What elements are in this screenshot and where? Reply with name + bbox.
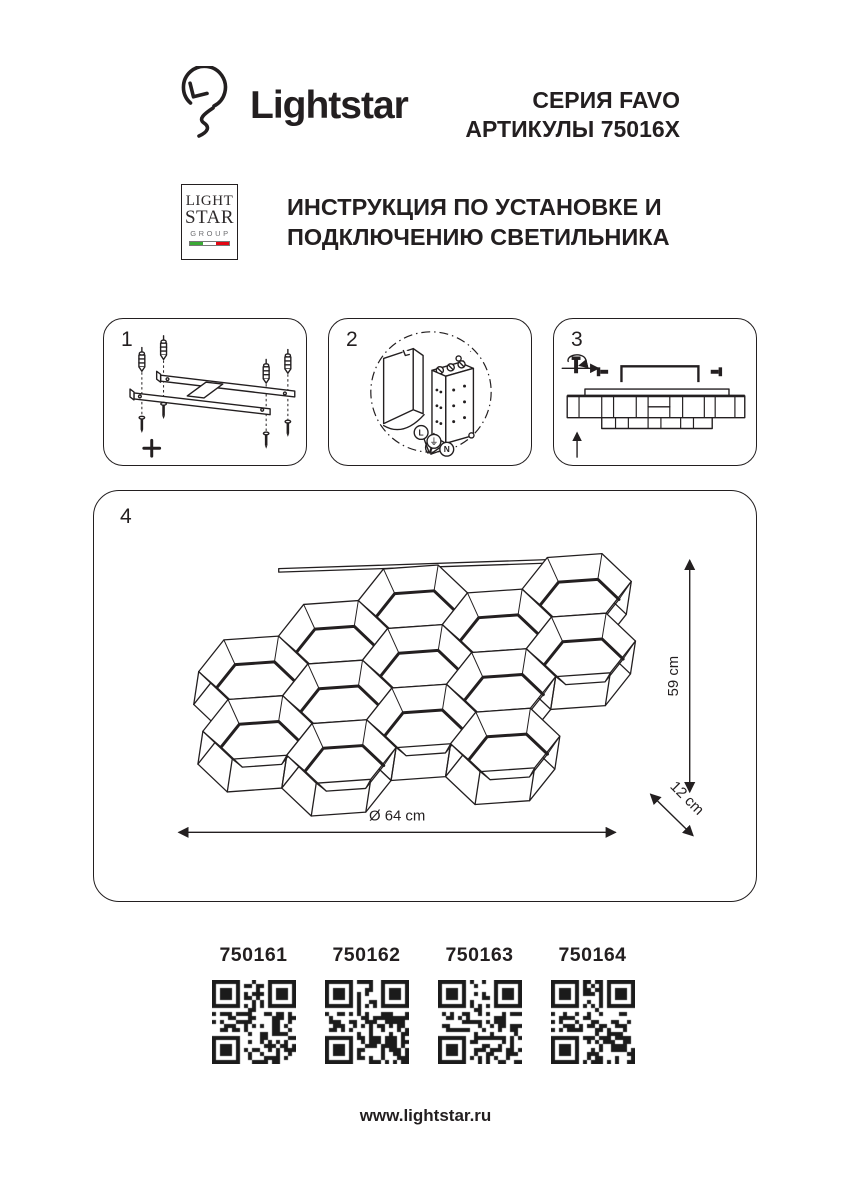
wall-anchor [161,336,167,360]
terminal-block [429,352,474,447]
flag-green [190,242,203,245]
articles-line: АРТИКУЛЫ 75016X [465,116,680,142]
qr-code [212,980,296,1064]
honeycomb-lamp-illustration [194,554,636,816]
product-dimensions-box [93,490,757,902]
step-1-bracket-diagram [104,319,306,465]
step-2-wiring-diagram [329,319,531,465]
lightstar-bulb-icon [176,66,242,146]
bracket-back-bar [161,375,295,397]
flag-red [216,242,229,245]
screwdriver-icon [144,440,160,456]
flag-white [203,242,216,245]
article-item [310,944,423,1064]
turn-screw-icon [562,355,598,373]
mounting-screw [139,416,145,433]
wire-label-earth: ⏚ [429,436,439,447]
article-code: 750163 [445,944,514,966]
group-logo-group: GROUP [190,229,231,238]
group-logo-light: LIGHT [185,193,234,209]
wall-anchor [285,350,291,374]
step-2-number: 2 [346,328,358,351]
article-item [536,944,649,1064]
side-screw-right [711,367,722,376]
step-3-number: 3 [571,328,583,351]
series-line: СЕРИЯ FAVO [532,87,680,113]
article-list [197,944,649,1064]
step-1-box [103,318,307,466]
step-2-box [328,318,532,466]
page-title-line1: ИНСТРУКЦИЯ ПО УСТАНОВКЕ И [287,194,662,220]
brand-row [176,66,408,146]
mounting-screw [263,432,269,449]
wire-label-live: L [418,427,424,438]
article-code: 750161 [219,944,288,966]
italian-flag [189,241,230,246]
mounting-screw [161,402,167,419]
article-code: 750164 [558,944,627,966]
wall-anchor [139,348,145,372]
step-3-box [553,318,757,466]
page-title-line2: ПОДКЛЮЧЕНИЮ СВЕТИЛЬНИКА [287,224,670,250]
wall-anchor [263,359,269,383]
depth-dimension-label: 12 cm [666,777,708,819]
step-3-fixing-diagram [554,319,756,465]
honeycomb-lamp-diagram [94,491,756,901]
article-item [423,944,536,1064]
ceiling-plate [384,349,424,430]
side-screw-left [597,367,608,376]
brand-name: Lightstar [250,84,408,127]
installation-steps [103,318,757,466]
mounting-screw [285,420,291,437]
website-url: www.lightstar.ru [359,1106,492,1125]
qr-code [438,980,522,1064]
page-title [287,192,670,252]
height-dimension-label: 59 cm [664,655,682,697]
lamp-side-profile [567,389,745,428]
qr-code [325,980,409,1064]
article-item [197,944,310,1064]
group-logo-star: STAR [184,207,235,228]
diameter-dimension-label: Ø 64 cm [368,807,426,825]
series-block [380,86,680,144]
wire-label-neutral: N [443,444,450,455]
mounting-bracket-profile [621,366,698,382]
step-4-number: 4 [120,505,132,528]
lightstar-group-logo [181,184,238,260]
qr-code [551,980,635,1064]
article-code: 750162 [332,944,401,966]
step-1-number: 1 [121,328,133,351]
